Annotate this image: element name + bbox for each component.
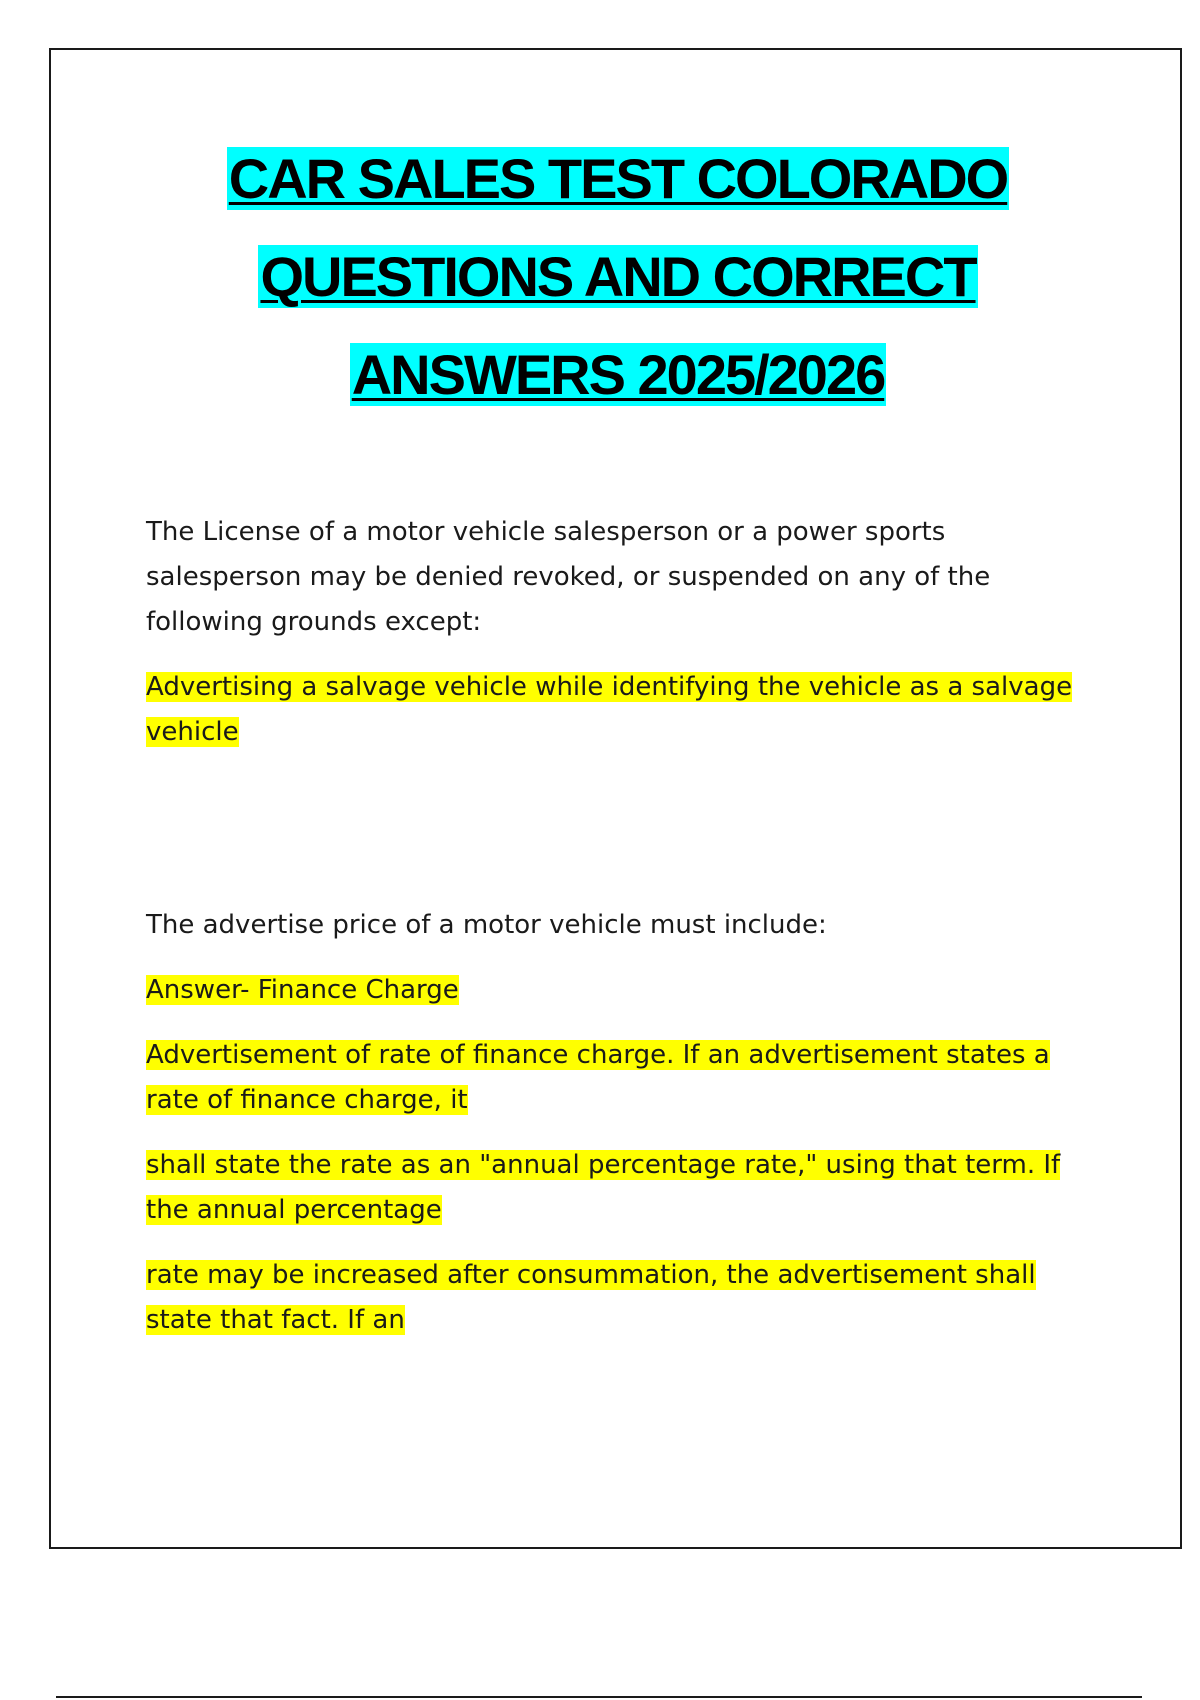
answer-text xyxy=(146,968,1076,1013)
document-body xyxy=(146,510,1076,1363)
title-line-1-text: CAR SALES TEST COLORADO xyxy=(228,147,1008,210)
title-line-3 xyxy=(0,326,1200,424)
document-title xyxy=(0,130,1200,424)
answer-highlight: Advertising a salvage vehicle while identifying the vehicle as a salvage vehicle xyxy=(146,672,1073,747)
question-block-1 xyxy=(146,510,1076,755)
question-text: The License of a motor vehicle salesperson or a power sports salesperson may be denied revoked, or suspended on any of the following grounds except: xyxy=(146,517,991,637)
answer-text xyxy=(146,665,1076,755)
answer-highlight: shall state the rate as an "annual percentage rate," using that term. If the annual percentage xyxy=(146,1150,1061,1225)
footer-divider xyxy=(56,1696,1142,1698)
answer-highlight: Advertisement of rate of finance charge. If an advertisement states a rate of finance charge, it xyxy=(146,1040,1050,1115)
section-spacer xyxy=(146,775,1076,903)
question-block-2 xyxy=(146,903,1076,1343)
title-line-2 xyxy=(0,228,1200,326)
question-text: The advertise price of a motor vehicle must include: xyxy=(146,910,827,940)
title-line-2-text: QUESTIONS AND CORRECT xyxy=(260,245,976,308)
title-line-3-text: ANSWERS 2025/2026 xyxy=(351,343,885,406)
answer-text xyxy=(146,1253,1076,1343)
answer-text xyxy=(146,1033,1076,1123)
answer-highlight: Answer- Finance Charge xyxy=(146,975,459,1005)
answer-highlight: rate may be increased after consummation, the advertisement shall state that fact. If an xyxy=(146,1260,1036,1335)
answer-text xyxy=(146,1143,1076,1233)
title-line-1 xyxy=(0,130,1200,228)
